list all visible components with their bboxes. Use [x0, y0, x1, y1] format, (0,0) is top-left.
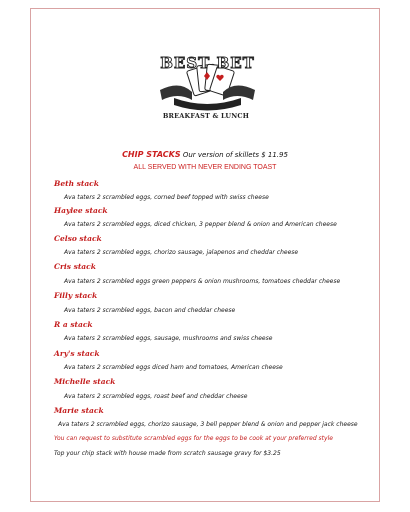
menu-item-desc: Ava taters 2 scrambled eggs, bacon and cheddar cheese	[64, 307, 236, 314]
menu-item-name: Cris stack	[54, 262, 96, 271]
egg-style-note: You can request to substitute scrambled eggs for the eggs to be cook at your preferred style	[54, 435, 333, 442]
menu-item-desc: Ava taters 2 scrambled eggs diced ham and tomatoes, American cheese	[64, 364, 283, 371]
menu-item-name: Ary's stack	[54, 349, 100, 358]
toast-notice: ALL SERVED WITH NEVER ENDING TOAST	[133, 164, 277, 171]
menu-item-name: Beth stack	[54, 179, 99, 188]
best-bet-logo	[150, 50, 265, 118]
menu-item-name: Michelle stack	[54, 377, 116, 386]
menu-item-desc: Ava taters 2 scrambled eggs, sausage, mushrooms and swiss cheese	[64, 335, 273, 342]
menu-item-name: Filly stack	[54, 291, 98, 300]
menu-item-name: Celso stack	[54, 234, 102, 243]
menu-item-name: Haylee stack	[54, 206, 108, 215]
menu-section-heading	[0, 150, 410, 159]
svg-text:BEST BET: BEST BET	[160, 54, 255, 72]
section-title: CHIP STACKS	[122, 150, 181, 159]
section-price: Our version of skillets $ 11.95	[180, 151, 288, 159]
menu-item-desc: Ava taters 2 scrambled eggs green peppers & onion mushrooms, tomatoes cheddar cheese	[64, 278, 341, 285]
logo-subtitle: BREAKFAST & LUNCH	[162, 112, 250, 120]
menu-item-desc: Ava taters 2 scrambled eggs, corned beef topped with swiss cheese	[64, 194, 269, 201]
gravy-addon-note: Top your chip stack with house made from scratch sausage gravy for $3.25	[54, 450, 281, 457]
menu-item-desc: Ava taters 2 scrambled eggs, chorizo sausage, 3 bell pepper blend & onion and pepper jack cheese	[58, 421, 358, 428]
menu-item-name: R a stack	[54, 320, 93, 329]
menu-item-desc: Ava taters 2 scrambled eggs, diced chicken, 3 pepper blend & onion and American cheese	[64, 221, 337, 228]
menu-item-name: Marie stack	[54, 406, 104, 415]
menu-item-desc: Ava taters 2 scrambled eggs, roast beef and cheddar cheese	[64, 393, 248, 400]
menu-item-desc: Ava taters 2 scrambled eggs, chorizo sausage, jalapenos and cheddar cheese	[64, 249, 299, 256]
